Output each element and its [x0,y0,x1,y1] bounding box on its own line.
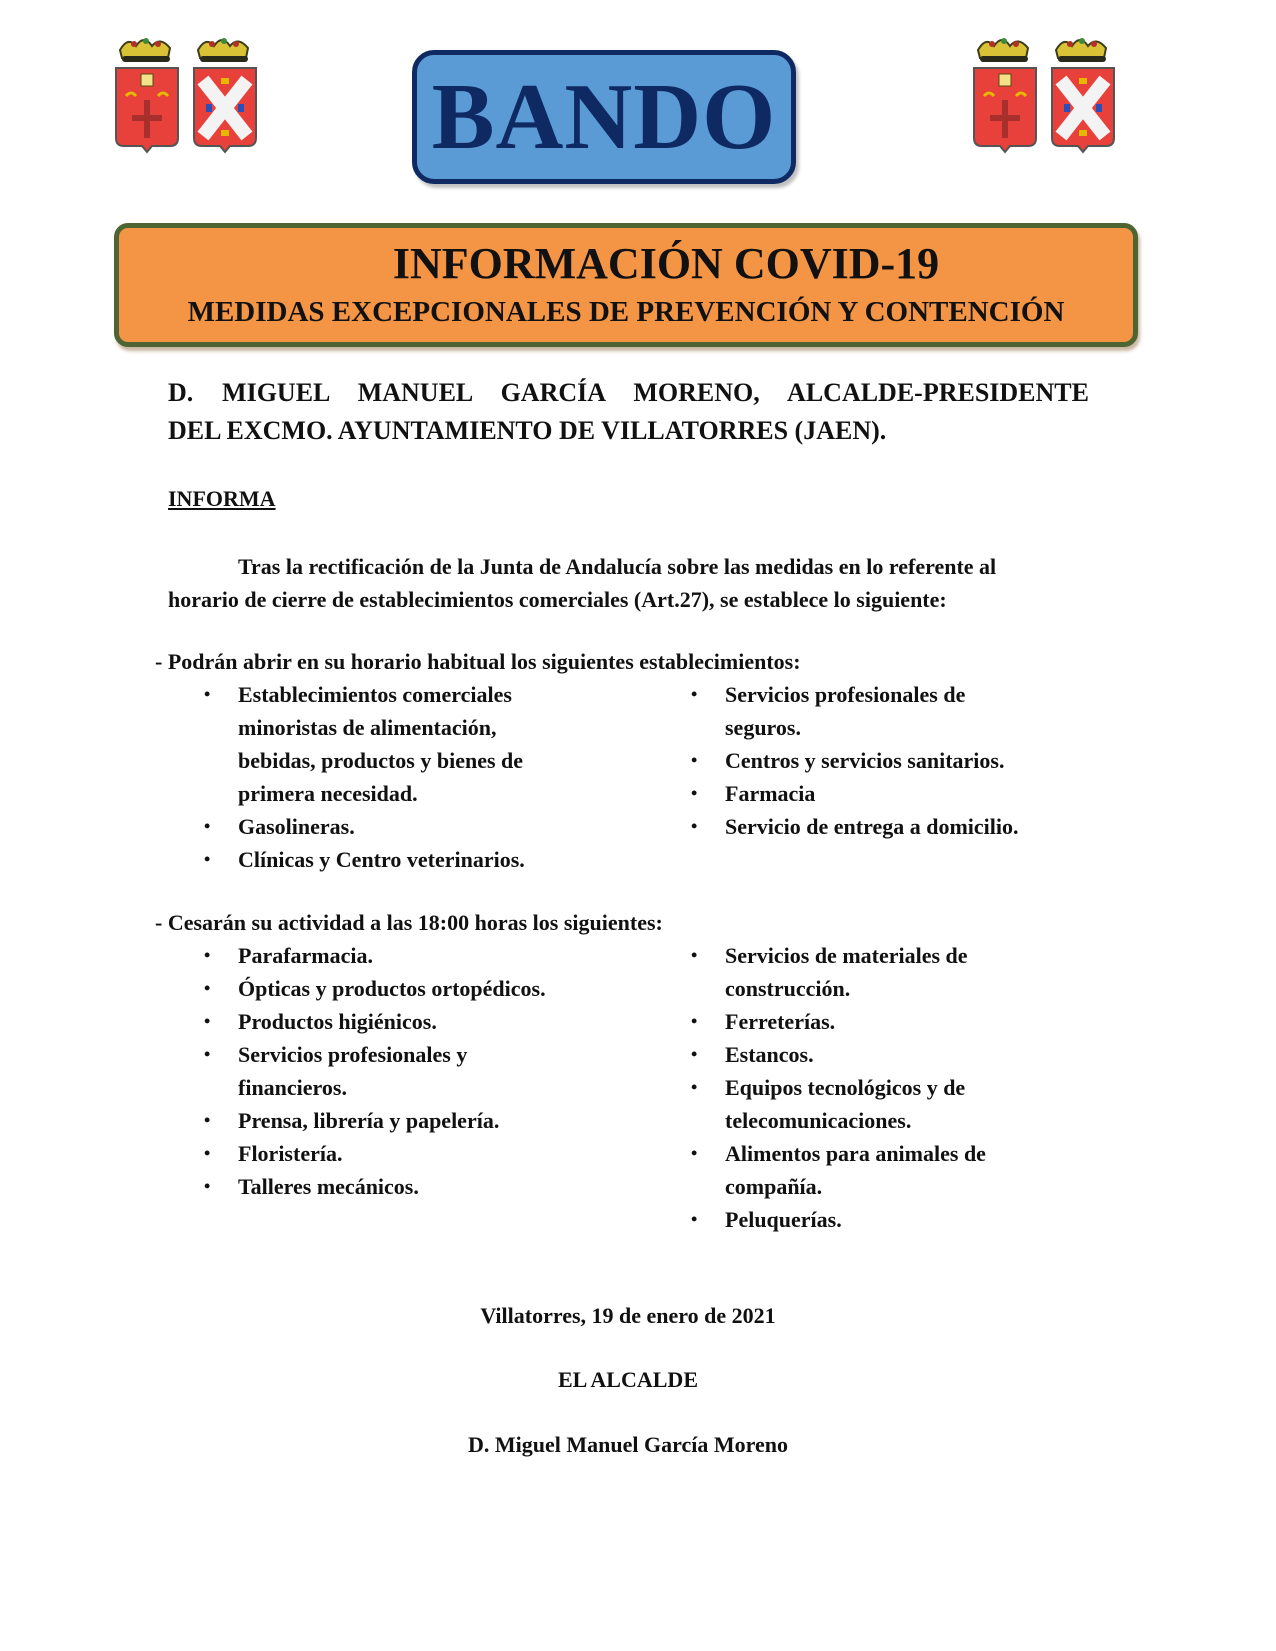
bullet-icon: • [204,1176,211,1196]
bullet-icon: • [691,816,698,836]
banner-title: INFORMACIÓN COVID-19 [392,239,940,288]
list-item [204,678,644,810]
list-item-line: Servicios profesionales de [725,682,966,707]
list-item-line: Floristería. [238,1141,343,1166]
list-item [204,1137,644,1170]
list-item [691,1038,1111,1071]
crown-icon [120,38,170,62]
list-item-line: primera necesidad. [238,781,418,806]
list-item [204,1104,644,1137]
crown-icon [1056,38,1106,62]
list-item-line: Ferreterías. [725,1009,836,1034]
intro-line-1: Tras la rectificación de la Junta de Andalucía sobre las medidas en lo referente al [238,554,997,579]
intro-line-2: horario de cierre de establecimientos comerciales (Art.27), se establece lo siguiente: [168,587,947,612]
open-list-left [204,678,644,876]
list-item-line: Productos higiénicos. [238,1009,437,1034]
bullet-icon: • [691,1209,698,1229]
list-item-line: compañía. [725,1174,823,1199]
list-item-line: bebidas, productos y bienes de [238,748,524,773]
shield-icon [194,68,256,152]
bullet-icon: • [691,1044,698,1064]
bullet-icon: • [204,849,211,869]
bullet-icon: • [204,978,211,998]
bullet-icon: • [691,1143,698,1163]
issuer-line-1: D. MIGUEL MANUEL GARCÍA MORENO, ALCALDE-PRESIDENTE [168,378,1089,407]
section-close-heading: - Cesarán su actividad a las 18:00 horas los siguientes: [155,910,663,935]
list-item-line: Prensa, librería y papelería. [238,1108,500,1133]
list-item-line: Ópticas y productos ortopédicos. [238,976,546,1001]
list-item-line: Parafarmacia. [238,943,373,968]
list-item-line: telecomunicaciones. [725,1108,912,1133]
list-item-line: minoristas de alimentación, [238,715,497,740]
crown-icon [198,38,248,62]
shield-icon [116,68,178,152]
list-item [691,939,1111,1005]
list-item-line: seguros. [725,715,801,740]
list-item-line: Servicios de materiales de [725,943,968,968]
list-item [691,744,1111,777]
shield-icon [1052,68,1114,152]
bullet-icon: • [204,1143,211,1163]
bullet-icon: • [691,750,698,770]
bullet-icon: • [691,1077,698,1097]
list-item [691,777,1111,810]
section-open-heading: - Podrán abrir en su horario habitual los siguientes establecimientos: [155,649,801,674]
bullet-icon: • [204,1044,211,1064]
list-item [204,1005,644,1038]
bullet-icon: • [204,945,211,965]
list-item-line: Servicios profesionales y [238,1042,468,1067]
list-item-line: Estancos. [725,1042,814,1067]
list-item [691,1071,1111,1137]
bullet-icon: • [691,684,698,704]
banner-subtitle: MEDIDAS EXCEPCIONALES DE PREVENCIÓN Y CONTENCIÓN [187,296,1065,328]
issuer-line-2: DEL EXCMO. AYUNTAMIENTO DE VILLATORRES (JAEN). [168,416,887,445]
bullet-icon: • [204,1110,211,1130]
bullet-icon: • [204,1011,211,1031]
informa-heading: INFORMA [168,486,276,511]
list-item [204,810,644,843]
shield-icon [974,68,1036,152]
list-item [691,1005,1111,1038]
list-item-line: construcción. [725,976,851,1001]
list-item-line: Servicio de entrega a domicilio. [725,814,1019,839]
close-list-right [691,939,1111,1236]
list-item-line: Centros y servicios sanitarios. [725,748,1005,773]
covid-banner [114,223,1138,347]
bando-title: BANDO [431,65,777,169]
list-item-line: Establecimientos comerciales [238,682,512,707]
bando-title-box [412,50,796,184]
list-item-line: Talleres mecánicos. [238,1174,419,1199]
list-item [691,678,1111,744]
list-item [204,843,644,876]
issuer-block [168,374,1089,450]
bullet-icon: • [204,684,211,704]
list-item [204,972,644,1005]
list-item-line: Equipos tecnológicos y de [725,1075,966,1100]
coat-of-arms-right [968,30,1126,160]
list-item-line: Peluquerías. [725,1207,842,1232]
list-item [204,1170,644,1203]
list-item [204,1038,644,1104]
bullet-icon: • [691,1011,698,1031]
coat-of-arms-left [110,30,268,160]
bullet-icon: • [204,816,211,836]
crown-icon [978,38,1028,62]
list-item [204,939,644,972]
list-item-line: Gasolineras. [238,814,355,839]
list-item [691,810,1111,843]
open-list-right [691,678,1111,843]
list-item-line: Farmacia [725,781,816,806]
bullet-icon: • [691,945,698,965]
intro-paragraph [168,550,1078,616]
list-item-line: financieros. [238,1075,347,1100]
list-item-line: Alimentos para animales de [725,1141,986,1166]
signatory-name: D. Miguel Manuel García Moreno [468,1432,788,1457]
list-item-line: Clínicas y Centro veterinarios. [238,847,525,872]
close-list-left [204,939,644,1203]
place-date: Villatorres, 19 de enero de 2021 [480,1303,776,1328]
signatory-role: EL ALCALDE [558,1367,698,1392]
list-item [691,1203,1111,1236]
list-item [691,1137,1111,1203]
bullet-icon: • [691,783,698,803]
